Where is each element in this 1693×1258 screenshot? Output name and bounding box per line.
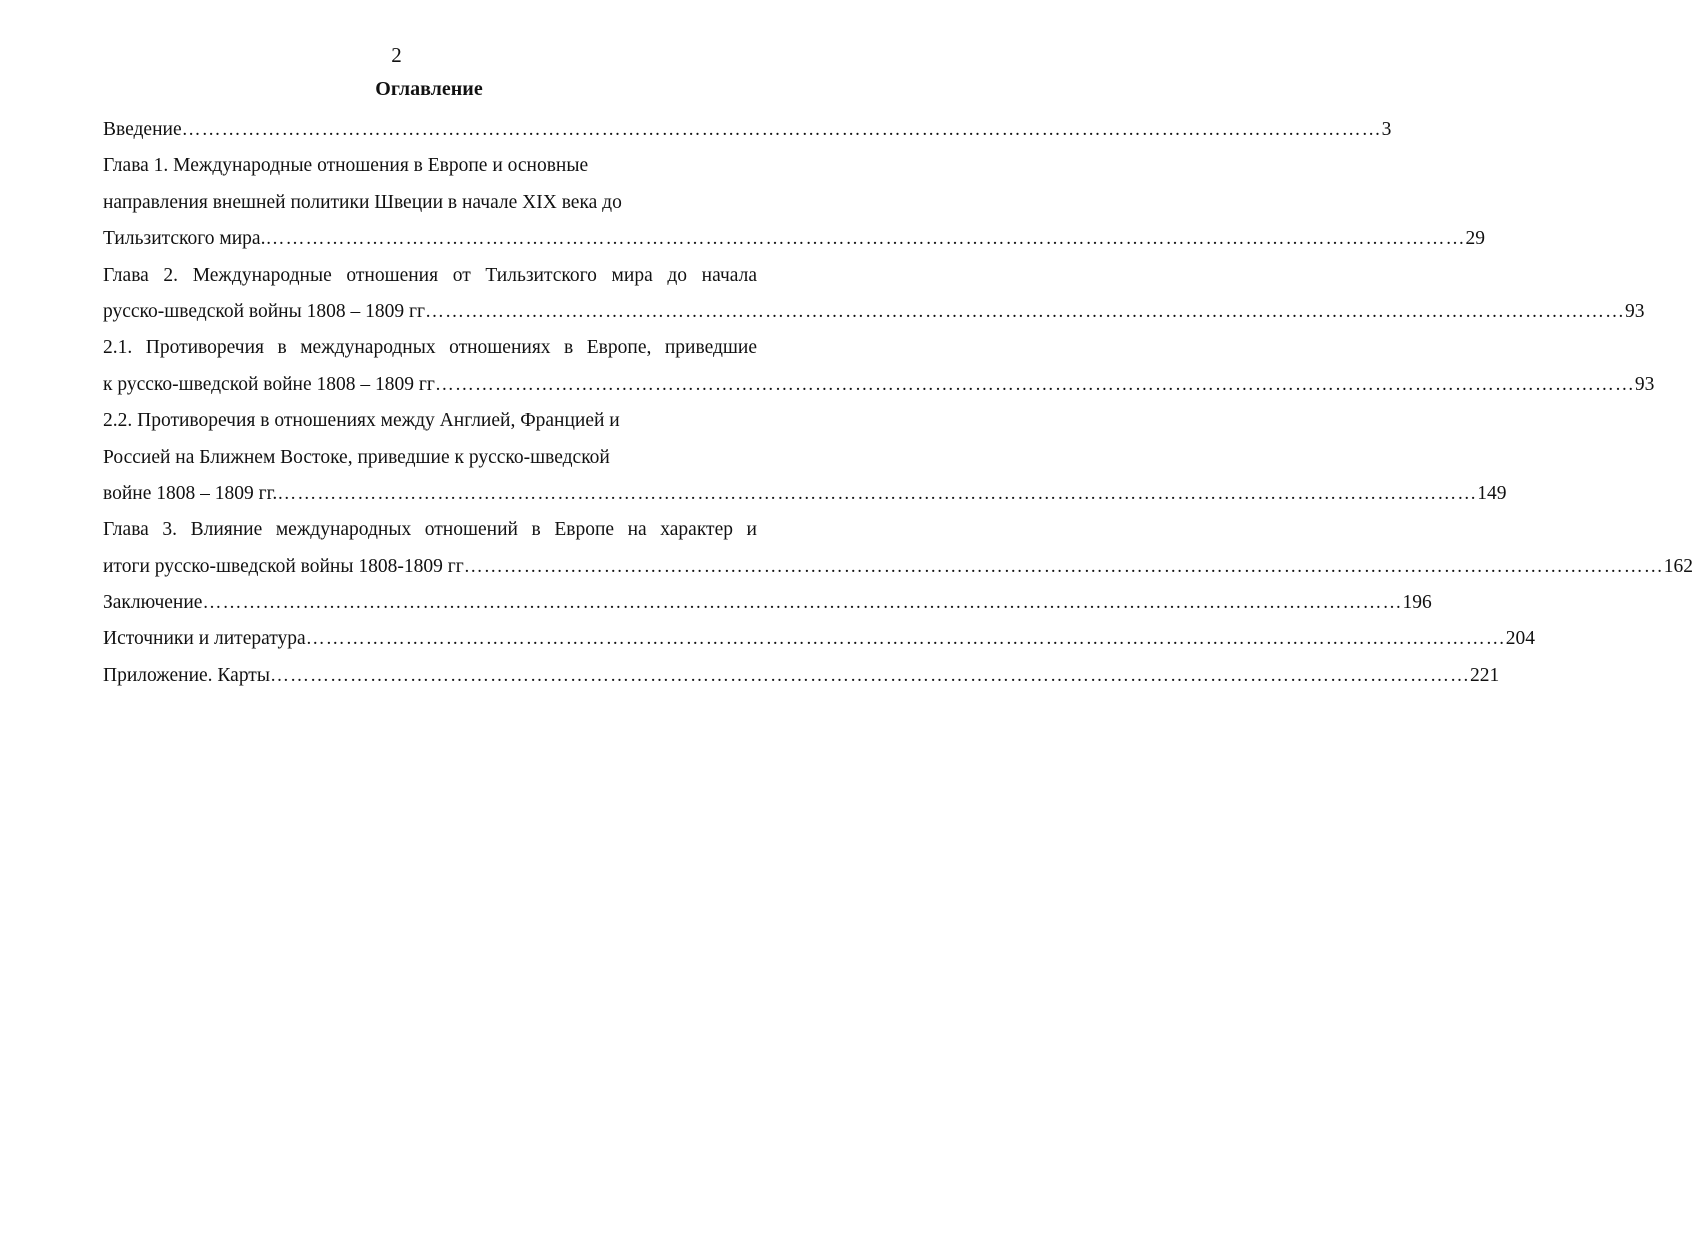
toc-page-number: 93 bbox=[1624, 300, 1645, 322]
toc-entry-appendix bbox=[103, 658, 1500, 694]
dot-leader: ……………………………………………………………………………………………………………………………………………………………… bbox=[265, 228, 1466, 250]
toc-entry-label: войне 1808 – 1809 гг. bbox=[103, 482, 278, 504]
toc-page-number: 3 bbox=[1381, 119, 1392, 140]
toc-entry-section-2-1-line-2 bbox=[103, 367, 1655, 403]
toc-entry-label: русско-шведской войны 1808 – 1809 гг bbox=[103, 300, 425, 322]
page-title: Оглавление bbox=[375, 78, 483, 100]
dot-leader: ……………………………………………………………………………………………………………………………………………………………… bbox=[277, 482, 1478, 504]
toc-entry-chapter-3-line-1: Глава 3. Влияние международных отношений в Европе на характер и bbox=[103, 519, 757, 541]
toc-page-number: 162 bbox=[1663, 555, 1693, 577]
toc-entry-label: Приложение. Карты bbox=[103, 664, 270, 686]
toc-page-number: 196 bbox=[1402, 592, 1432, 614]
toc-entry-chapter-2-line-1: Глава 2. Международные отношения от Тильзитского мира до начала bbox=[103, 264, 757, 286]
toc-page-number: 221 bbox=[1469, 664, 1500, 686]
toc-entry-label: Введение bbox=[103, 119, 182, 140]
toc-entry-label: Заключение bbox=[103, 592, 203, 614]
dot-leader: ……………………………………………………………………………………………………………………………………………………………… bbox=[181, 119, 1382, 140]
toc-page-number: 204 bbox=[1505, 628, 1535, 650]
dot-leader: ……………………………………………………………………………………………………………………………………………………………… bbox=[202, 592, 1403, 614]
toc-entry-label: Тильзитского мира. bbox=[103, 228, 266, 250]
dot-leader: ……………………………………………………………………………………………………………………………………………………………… bbox=[305, 628, 1506, 650]
toc-page-number: 149 bbox=[1477, 482, 1507, 504]
toc-entry-chapter-1-line-3 bbox=[103, 221, 1485, 257]
toc-entry-sources bbox=[103, 621, 1535, 657]
toc-entry-chapter-3-line-2 bbox=[103, 549, 1693, 585]
dot-leader: ……………………………………………………………………………………………………………………………………………………………… bbox=[434, 373, 1635, 395]
toc-entry-section-2-1-line-1: 2.1. Противоречия в международных отношениях в Европе, приведшие bbox=[103, 337, 757, 359]
page-number: 2 bbox=[391, 43, 402, 67]
toc-entry-conclusion bbox=[103, 585, 1432, 621]
toc-entry-section-2-2-line-2: Россией на Ближнем Востоке, приведшие к русско-шведской bbox=[103, 446, 610, 468]
toc-page-number: 29 bbox=[1465, 228, 1485, 250]
toc-entry-label: Источники и литература bbox=[103, 628, 306, 650]
dot-leader: ……………………………………………………………………………………………………………………………………………………………… bbox=[269, 664, 1470, 686]
toc-entry-intro bbox=[103, 112, 1392, 148]
toc-entry-label: к русско-шведской войне 1808 – 1809 гг bbox=[103, 373, 435, 395]
toc-page-number: 93 bbox=[1634, 373, 1655, 395]
toc-entry-chapter-2-line-2 bbox=[103, 294, 1645, 330]
toc-entry-chapter-1-line-2: направления внешней политики Швеции в начале XIX века до bbox=[103, 191, 622, 213]
toc-entry-section-2-2-line-1: 2.2. Противоречия в отношениях между Англией, Францией и bbox=[103, 410, 620, 432]
dot-leader: ……………………………………………………………………………………………………………………………………………………………… bbox=[463, 555, 1664, 577]
dot-leader: ……………………………………………………………………………………………………………………………………………………………… bbox=[424, 300, 1625, 322]
toc-entry-chapter-1-line-1: Глава 1. Международные отношения в Европе и основные bbox=[103, 155, 589, 177]
toc-entry-section-2-2-line-3 bbox=[103, 476, 1507, 512]
toc-entry-label: итоги русско-шведской войны 1808-1809 гг bbox=[103, 555, 464, 577]
table-of-contents bbox=[103, 112, 1693, 694]
